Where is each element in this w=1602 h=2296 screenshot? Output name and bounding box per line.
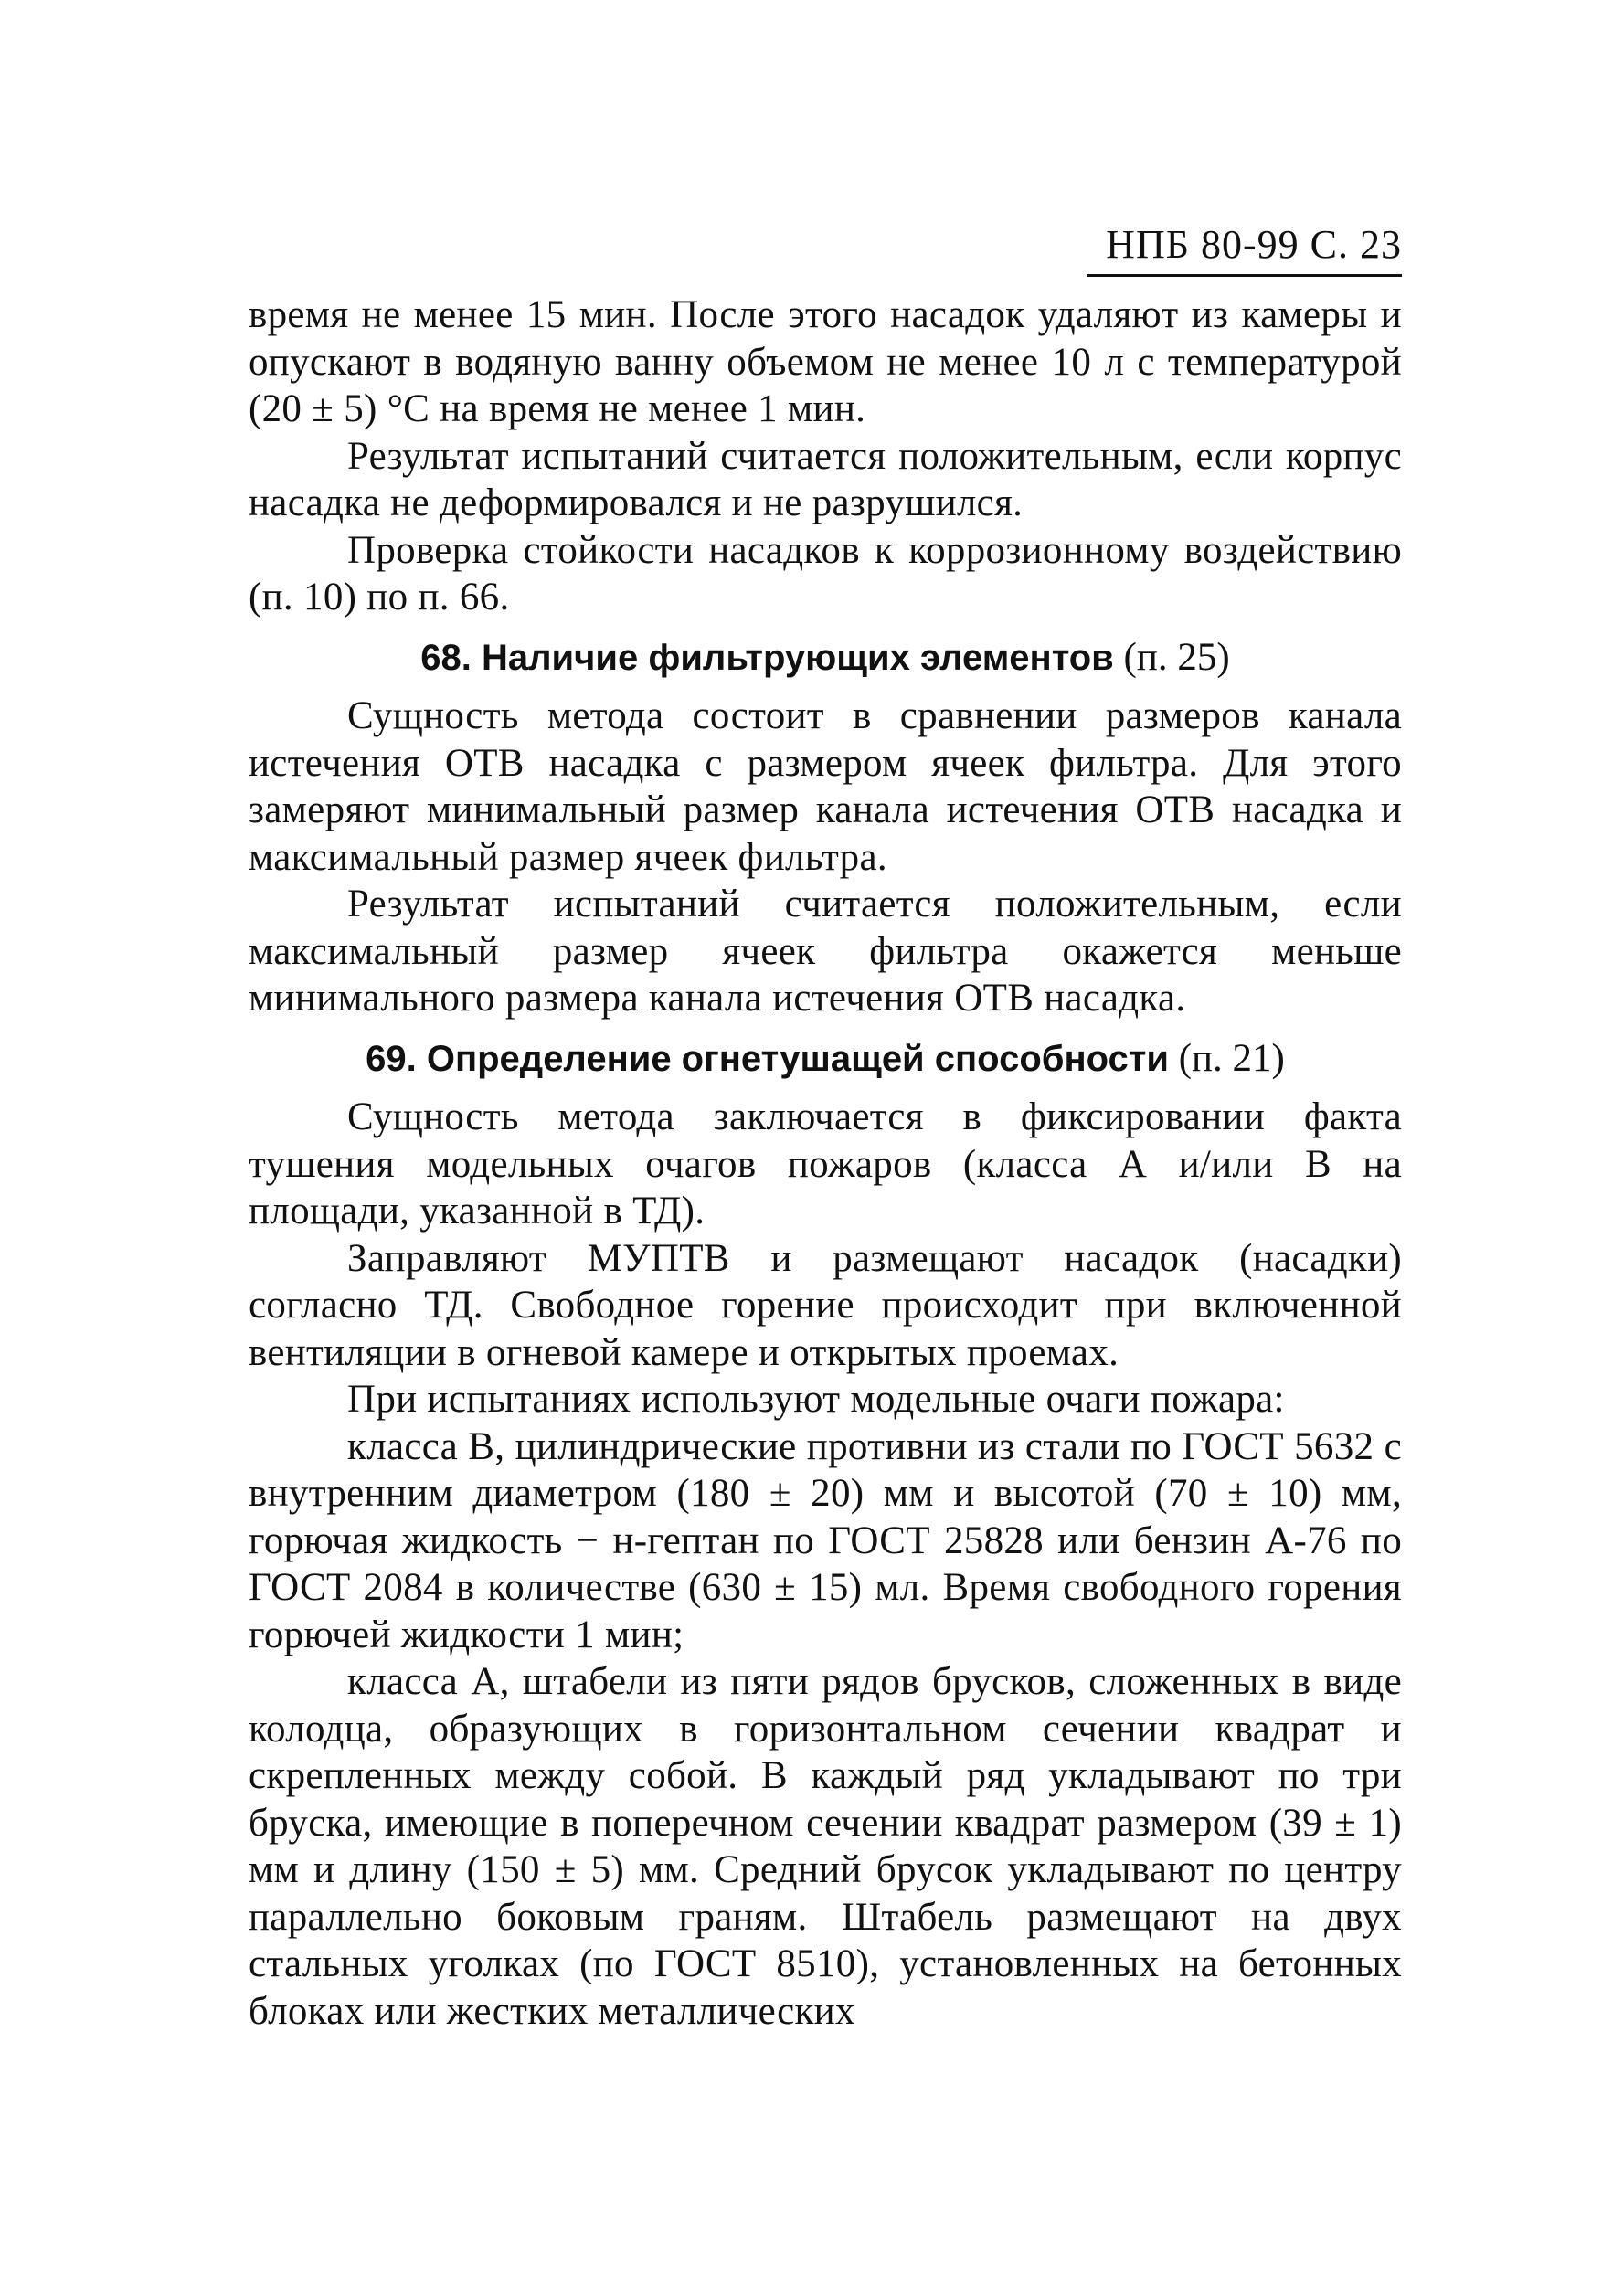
section-69-paragraph-fires: При испытаниях используют модельные очаги пожара: (347, 1378, 1285, 1421)
section-68-heading (249, 634, 1402, 682)
section-68-paragraph-method: Сущность метода состоит в сравнении размеров канала истечения ОТВ насадка с размером ячеек фильтра. Для этого замеряют минимальный размер канала истечения ОТВ насадка и максимальный размер ячеек фильтра. (249, 694, 1402, 879)
section-69-paragraph-method: Сущность метода заключается в фиксировании факта тушения модельных очагов пожаров (класса А и/или В на площади, указанной в ТД). (249, 1095, 1402, 1233)
section-69-heading (249, 1035, 1402, 1084)
paragraph-result: Результат испытаний считается положительным, если корпус насадка не деформировался и не разрушился. (249, 434, 1402, 524)
section-69-ref: (п. 21) (1168, 1036, 1285, 1080)
page-header: НПБ 80-99 С. 23 (1087, 219, 1402, 277)
section-69-paragraph-class-b: класса В, цилиндрические противни из стали по ГОСТ 5632 с внутренним диаметром (180 ± 20) мм и высотой (70 ± 10) мм, горючая жидкость − н-гептан по ГОСТ 25828 или бензин А-76 по ГОСТ 2084 в количестве (630 ± 15) мл. Время свободного горения горючей жидкости 1 мин; (249, 1424, 1402, 1656)
section-69-paragraph-class-a: класса А, штабели из пяти рядов брусков, сложенных в виде колодца, образующих в горизонтальном сечении квадрат и скрепленных между собой. В каждый ряд укладывают по три бруска, имеющие в поперечном сечении квадрат размером (39 ± 1) мм и длину (150 ± 5) мм. Средний брусок укладывают по центру параллельно боковым граням. Штабель размещают на двух стальных уголках (по ГОСТ 8510), установленных на бетонных блоках или жестких металлических (249, 1660, 1402, 2033)
section-69-title: 69. Определение огнетушащей способности (366, 1038, 1169, 1079)
section-68-title: 68. Наличие фильтрующих элементов (420, 637, 1114, 678)
section-68-ref: (п. 25) (1113, 635, 1230, 679)
document-page (249, 219, 1402, 2035)
section-68-paragraph-result: Результат испытаний считается положительным, если максимальный размер ячеек фильтра окажется меньше минимального размера канала истечения ОТВ насадка. (249, 883, 1402, 1020)
section-69-paragraph-setup: Заправляют МУПТВ и размещают насадок (насадки) согласно ТД. Свободное горение происходит при включенной вентиляции в огневой камере и открытых проемах. (249, 1236, 1402, 1374)
paragraph-corrosion: Проверка стойкости насадков к коррозионному воздействию (п. 10) по п. 66. (249, 528, 1402, 619)
paragraph-continuation: время не менее 15 мин. После этого насадок удаляют из камеры и опускают в водяную ванну объемом не менее 10 л с температурой (20 ± 5) °С на время не менее 1 мин. (249, 293, 1402, 430)
